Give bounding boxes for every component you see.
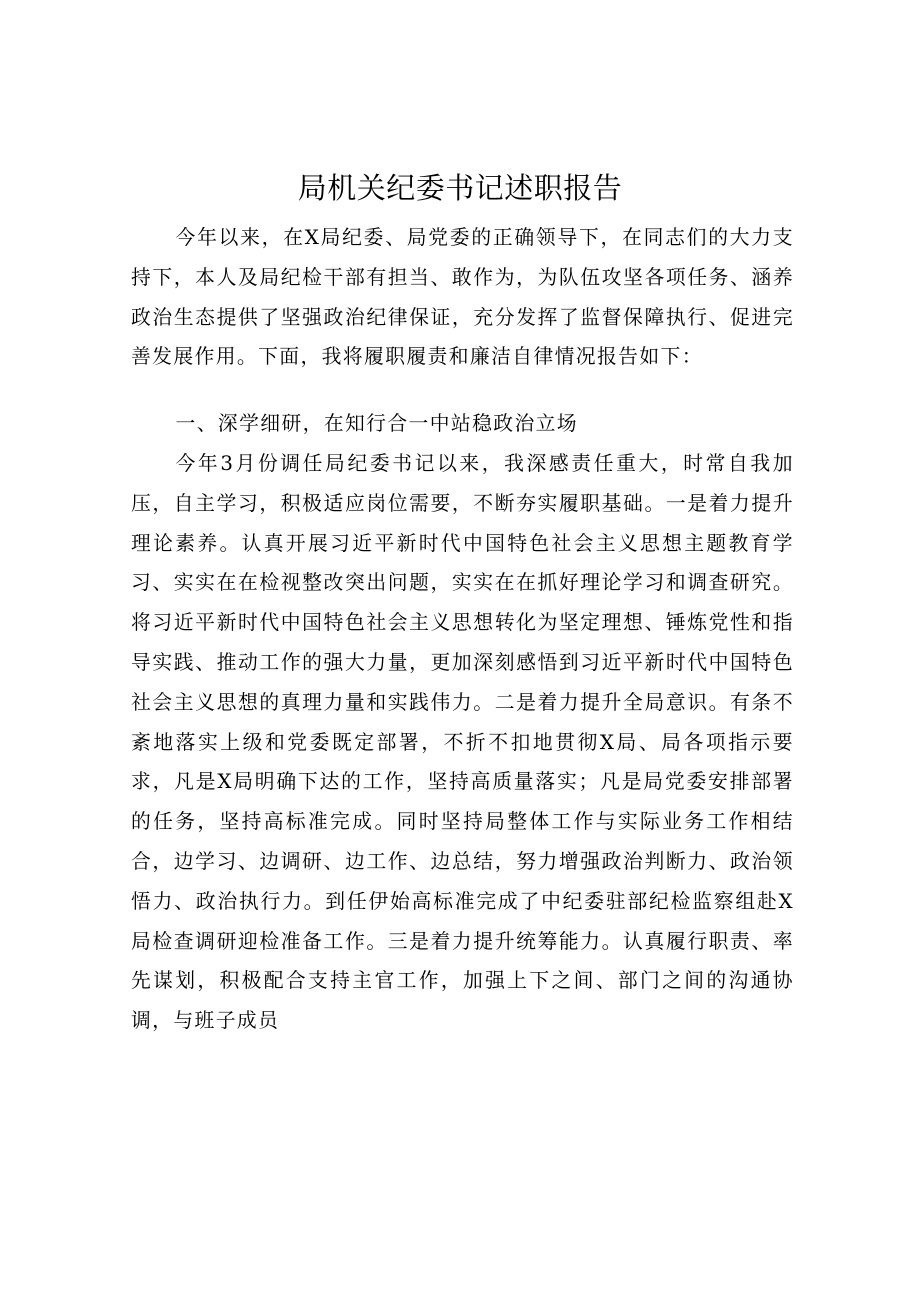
section-paragraph: 今年3月份调任局纪委书记以来，我深感责任重大，时常自我加压，自主学习，积极适应岗位需要，不断夯实履职基础。一是着力提升理论素养。认真开展习近平新时代中国特色社会主义思想主题教育学习、实实在在检视整改突出问题，实实在在抓好理论学习和调查研究。将习近平新时代中国特色社会主义思想转化为坚定理想、锤炼党性和指导实践、推动工作的强大力量，更加深刻感悟到习近平新时代中国特色社会主义思想的真理力量和实践伟力。二是着力提升全局意识。有条不紊地落实上级和党委既定部署，不折不扣地贯彻X局、局各项指示要求，凡是X局明确下达的工作，坚持高质量落实；凡是局党委安排部署的任务，坚持高标准完成。同时坚持局整体工作与实际业务工作相结合，边学习、边调研、边工作、边总结，努力增强政治判断力、政治领悟力、政治执行力。到任伊始高标准完成了中纪委驻部纪检监察组赴X局检查调研迎检准备工作。三是着力提升统筹能力。认真履行职责、率先谋划，积极配合支持主官工作，加强上下之间、部门之间的沟通协调，与班子成员 [131,451,794,1033]
document-title: 局机关纪委书记述职报告 [297,171,623,205]
intro-paragraph: 今年以来，在X局纪委、局党委的正确领导下，在同志们的大力支持下，本人及局纪检干部有担当、敢作为，为队伍攻坚各项任务、涵养政治生态提供了坚强政治纪律保证，充分发挥了监督保障执行、促进完善发展作用。下面，我将履职履责和廉洁自律情况报告如下： [131,226,794,369]
section-heading: 一、深学细研，在知行合一中站稳政治立场 [175,412,578,436]
document-body [131,218,794,1041]
